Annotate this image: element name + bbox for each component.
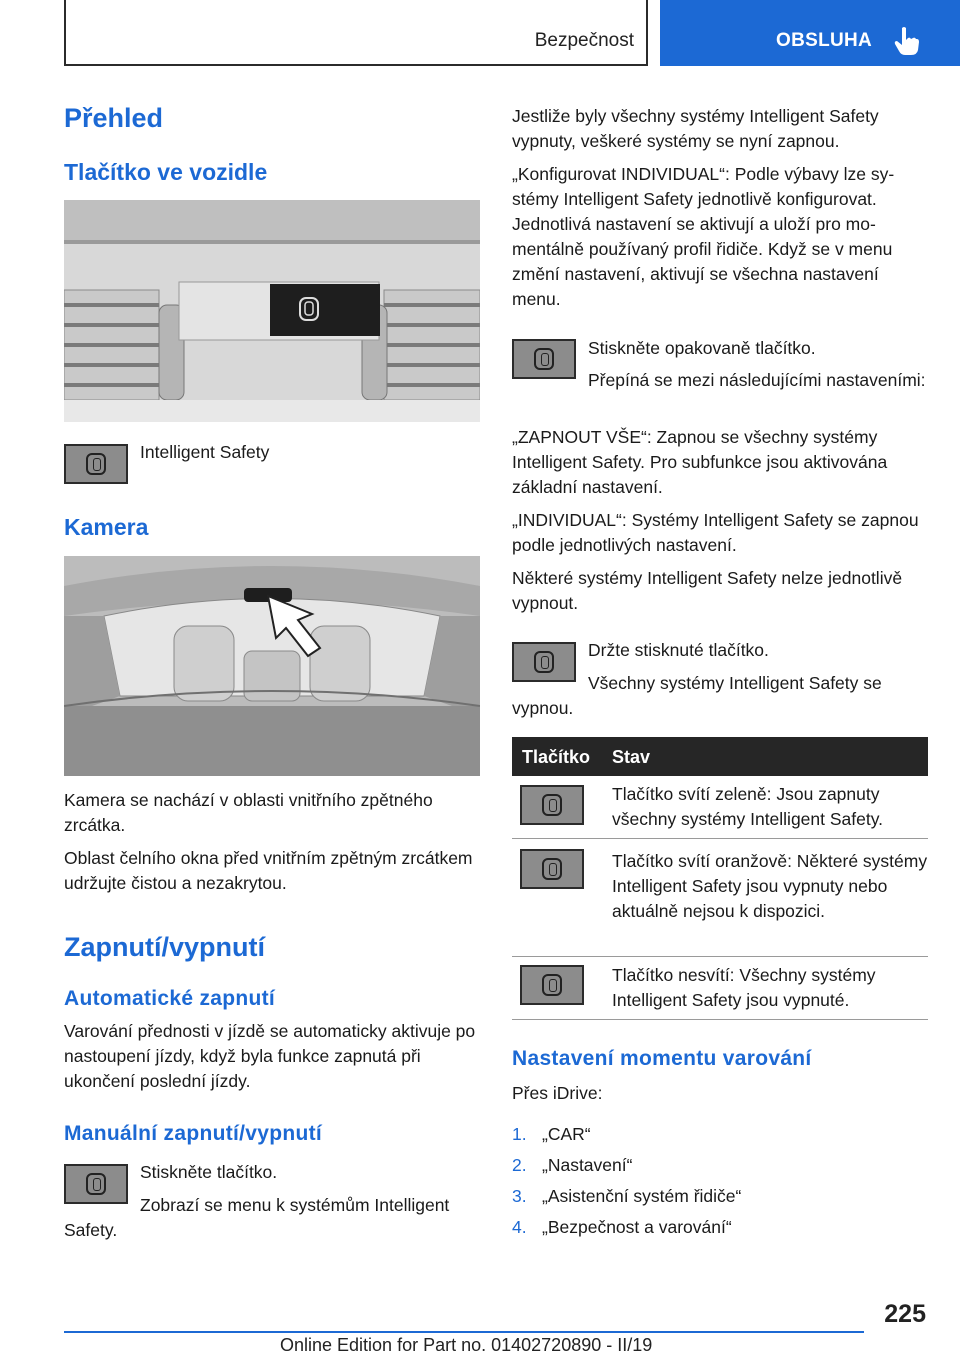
intelligent-safety-button-icon <box>520 849 584 889</box>
hand-pointer-icon <box>894 26 920 56</box>
table-header-status: Stav <box>612 747 651 767</box>
dashboard-button-photo <box>64 200 480 422</box>
manual-line-1: Stiskněte tlačítko. <box>140 1162 278 1182</box>
list-item: 4. „Bezpečnost a varování“ <box>512 1217 732 1237</box>
paragraph-individual: „INDIVIDUAL“: Systémy Intelligent Safety se zapnou podle jednotlivých nastavení. <box>512 510 919 555</box>
heading-camera: Kamera <box>64 514 149 540</box>
table-row <box>512 957 928 1020</box>
page-number: 225 <box>884 1300 926 1328</box>
footer-edition: Online Edition for Part no. 01402720890 - II/19 <box>280 1335 653 1355</box>
toggle-between-line: Přepíná se mezi následujícími nastaveními: <box>588 370 926 390</box>
paragraph-switch-all-on: „ZAPNOUT VŠE“: Zapnou se všechny systémy Intelligent Safety. Pro subfunkce jsou aktivována základní nastavení. <box>512 427 888 497</box>
intelligent-safety-button-icon <box>520 965 584 1005</box>
paragraph-all-on: Jestliže byly všechny systémy Intelligent Safety vypnuty, veškeré systémy se nyní zapnou. <box>512 106 879 151</box>
hold-button-line: Držte stisknuté tlačítko. <box>588 640 769 660</box>
heading-automatic-on: Automatické zapnutí <box>64 987 276 1010</box>
heading-button-in-vehicle: Tlačítko ve vozidle <box>64 159 268 185</box>
camera-paragraph-1: Kamera se nachází v oblasti vnitřního zpětného zrcátka. <box>64 790 433 835</box>
page-title: Přehled <box>64 103 164 133</box>
intelligent-safety-button-icon <box>64 444 128 484</box>
header-section-title: Bezpečnost <box>534 30 634 51</box>
list-item: 1. „CAR“ <box>512 1124 591 1144</box>
table-header <box>512 737 928 776</box>
camera-interior-photo <box>64 556 480 776</box>
list-item: 3. „Asistenční systém řidiče“ <box>512 1186 742 1206</box>
button-status-table <box>512 737 928 1020</box>
paragraph-configure-individual: „Konfigurovat INDIVIDUAL“: Podle výbavy lze systémy Intelligent Safety jednotlivě konfigurovat. Jednotlivá nastavení se aktivují a uloží pro momentálně používaný profil řidiče. Když se v menu změní nastavení, aktivují se všechna nastavení menu. <box>512 164 895 309</box>
table-row-status: Tlačítko svítí oranžově: Některé systémy Intelligent Safety jsou vypnuty nebo aktuálně nejsou k dispozici. <box>612 851 928 921</box>
press-repeatedly-line: Stiskněte opakovaně tlačítko. <box>588 338 816 358</box>
paragraph-cannot-switch-off: Některé systémy Intelligent Safety nelze jednotlivě vypnout. <box>512 568 903 613</box>
idrive-steps-list <box>512 1122 928 1246</box>
button-caption: Intelligent Safety <box>140 442 270 462</box>
hold-result-line: Všechny systémy Intelligent Safety se vypnou. <box>512 673 882 718</box>
table-row <box>512 839 928 957</box>
footer-divider <box>64 1331 864 1333</box>
camera-paragraph-2: Oblast čelního okna před vnitřním zpětným zrcátkem udržujte čistou a nezakrytou. <box>64 848 473 893</box>
intelligent-safety-button-icon <box>520 785 584 825</box>
table-row-status: Tlačítko nesvítí: Všechny systémy Intelligent Safety jsou vypnuté. <box>612 965 876 1010</box>
header-chapter-title: OBSLUHA <box>776 30 873 51</box>
heading-on-off: Zapnutí/vypnutí <box>64 932 265 962</box>
table-row <box>512 776 928 839</box>
automatic-paragraph: Varování přednosti v jízdě se automaticky aktivuje po nastoupení jízdy, když byla funkce zapnutá při ukončení poslední jízdy. <box>64 1021 476 1091</box>
heading-manual-on-off: Manuální zapnutí/vypnutí <box>64 1122 323 1145</box>
table-row-status: Tlačítko svítí zeleně: Jsou zapnuty všechny systémy Intelligent Safety. <box>612 784 884 829</box>
table-header-button: Tlačítko <box>522 747 591 767</box>
list-item: 2. „Nastavení“ <box>512 1155 633 1175</box>
header-section-box <box>64 0 648 66</box>
via-idrive-line: Přes iDrive: <box>512 1083 603 1103</box>
manual-line-2: Zobrazí se menu k systémům Intelligent Safety. <box>64 1195 450 1240</box>
heading-warning-timing: Nastavení momentu varování <box>512 1047 812 1070</box>
